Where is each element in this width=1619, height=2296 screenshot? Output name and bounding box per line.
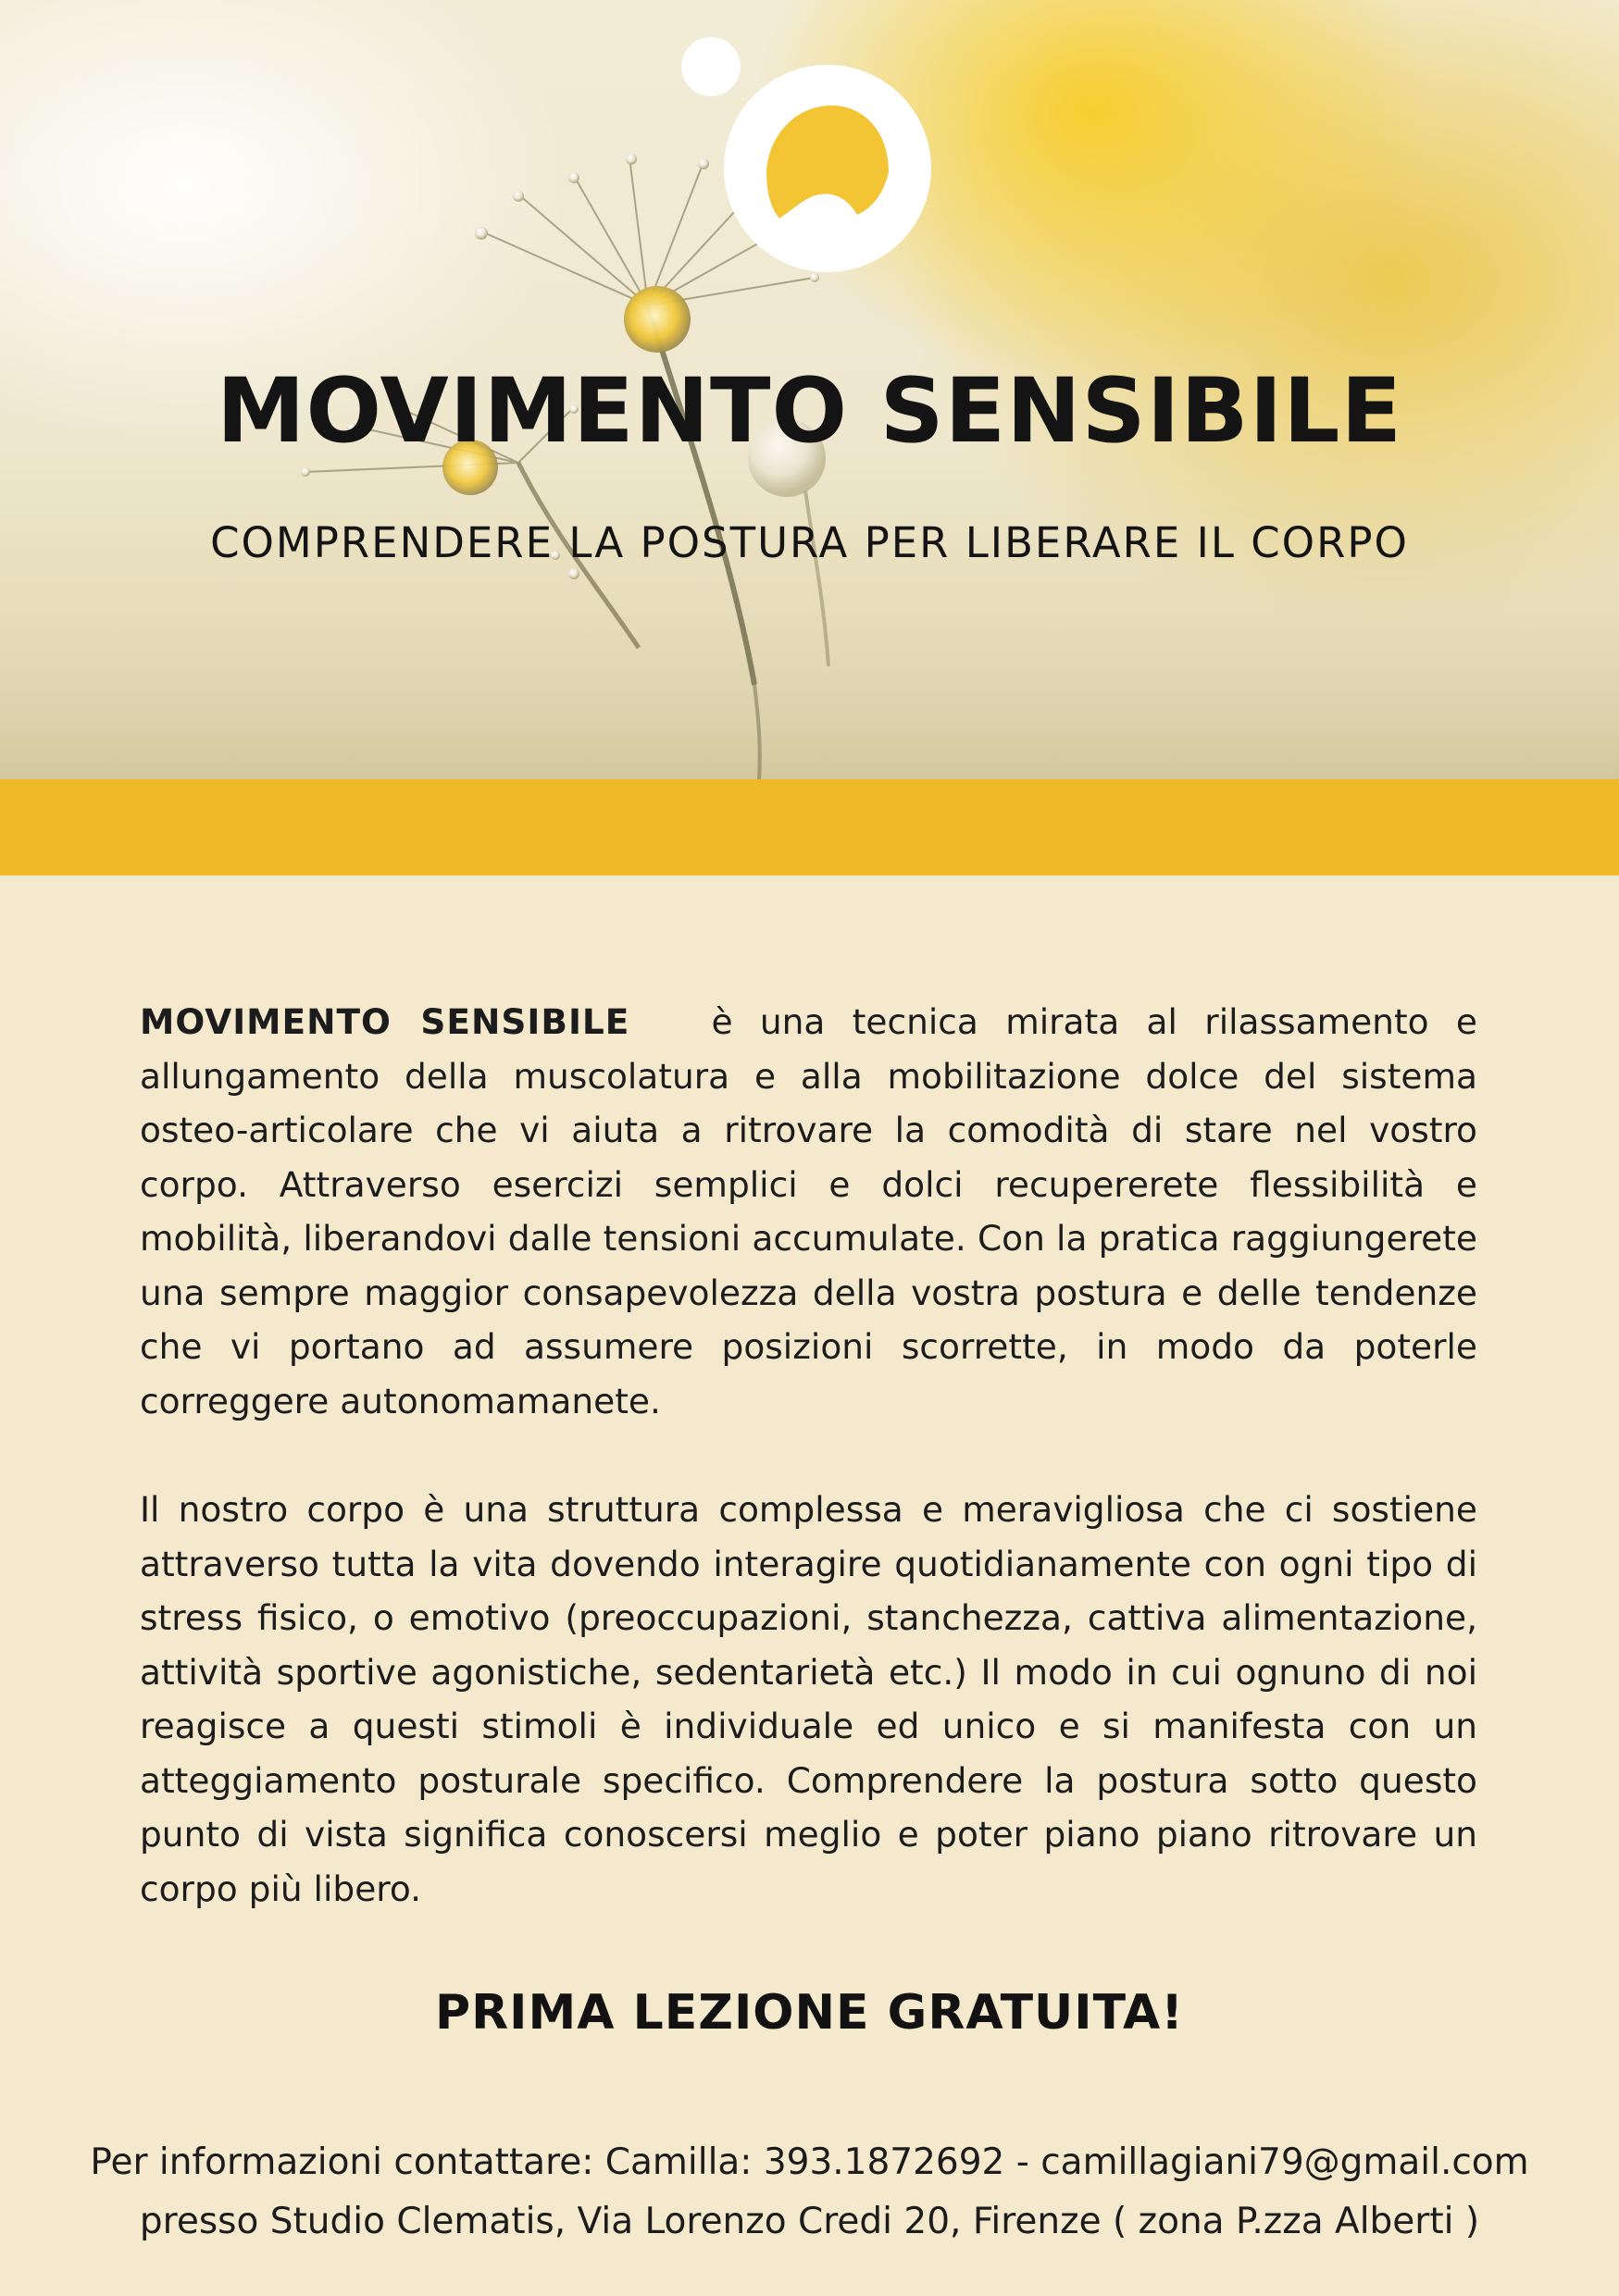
intro-lead: MOVIMENTO SENSIBILE xyxy=(140,1001,630,1042)
page-title: MOVIMENTO SENSIBILE xyxy=(216,359,1403,463)
free-lesson-callout: PRIMA LEZIONE GRATUITA! xyxy=(434,1985,1185,2041)
intro-paragraph xyxy=(140,995,1477,1428)
contact-line-phone-email: Per informazioni contattare: Camilla: 393.1872692 - camillagiani79@gmail.com xyxy=(90,2141,1529,2183)
page-subtitle: COMPRENDERE LA POSTURA PER LIBERARE IL CORPO xyxy=(210,518,1409,567)
intro-text: è una tecnica mirata al rilassamento e allungamento della muscolatura e alla mobilitazione dolce del sistema osteo-articolare che vi aiuta a ritrovare la comodità di stare nel vostro corpo. Attraverso esercizi semplici e dolci recupererete flessibilità e mobilità, liberandovi dalle tensioni accumulate. Con la pratica raggiungerete una sempre maggior consapevolezza della vostra postura e delle tendenze che vi portano ad assumere posizioni scorrette, in modo da poterle correggere autonomamanete. xyxy=(140,1001,1477,1421)
accent-band xyxy=(0,779,1619,875)
contact-line-address: presso Studio Clematis, Via Lorenzo Credi 20, Firenze ( zona P.zza Alberti ) xyxy=(139,2201,1480,2242)
contact-info xyxy=(0,2133,1619,2252)
body-paragraph: Il nostro corpo è una struttura complessa e meravigliosa che ci sostiene attraverso tutta la vita dovendo interagire quotidianamente con ogni tipo di stress fisico, o emotivo (preoccupazioni, stanchezza, cattiva alimentazione, attività sportive agonistiche, sedentarietà etc.) Il modo in cui ognuno di noi reagisce a questi stimoli è individuale ed unico e si manifesta con un atteggiamento posturale specifico. Comprendere la postura sotto questo punto di vista significa conoscersi meglio e poter piano piano ritrovare un corpo più libero. xyxy=(140,1489,1477,1909)
circle-q-logo-icon xyxy=(676,33,953,283)
hero-banner xyxy=(0,0,1619,779)
